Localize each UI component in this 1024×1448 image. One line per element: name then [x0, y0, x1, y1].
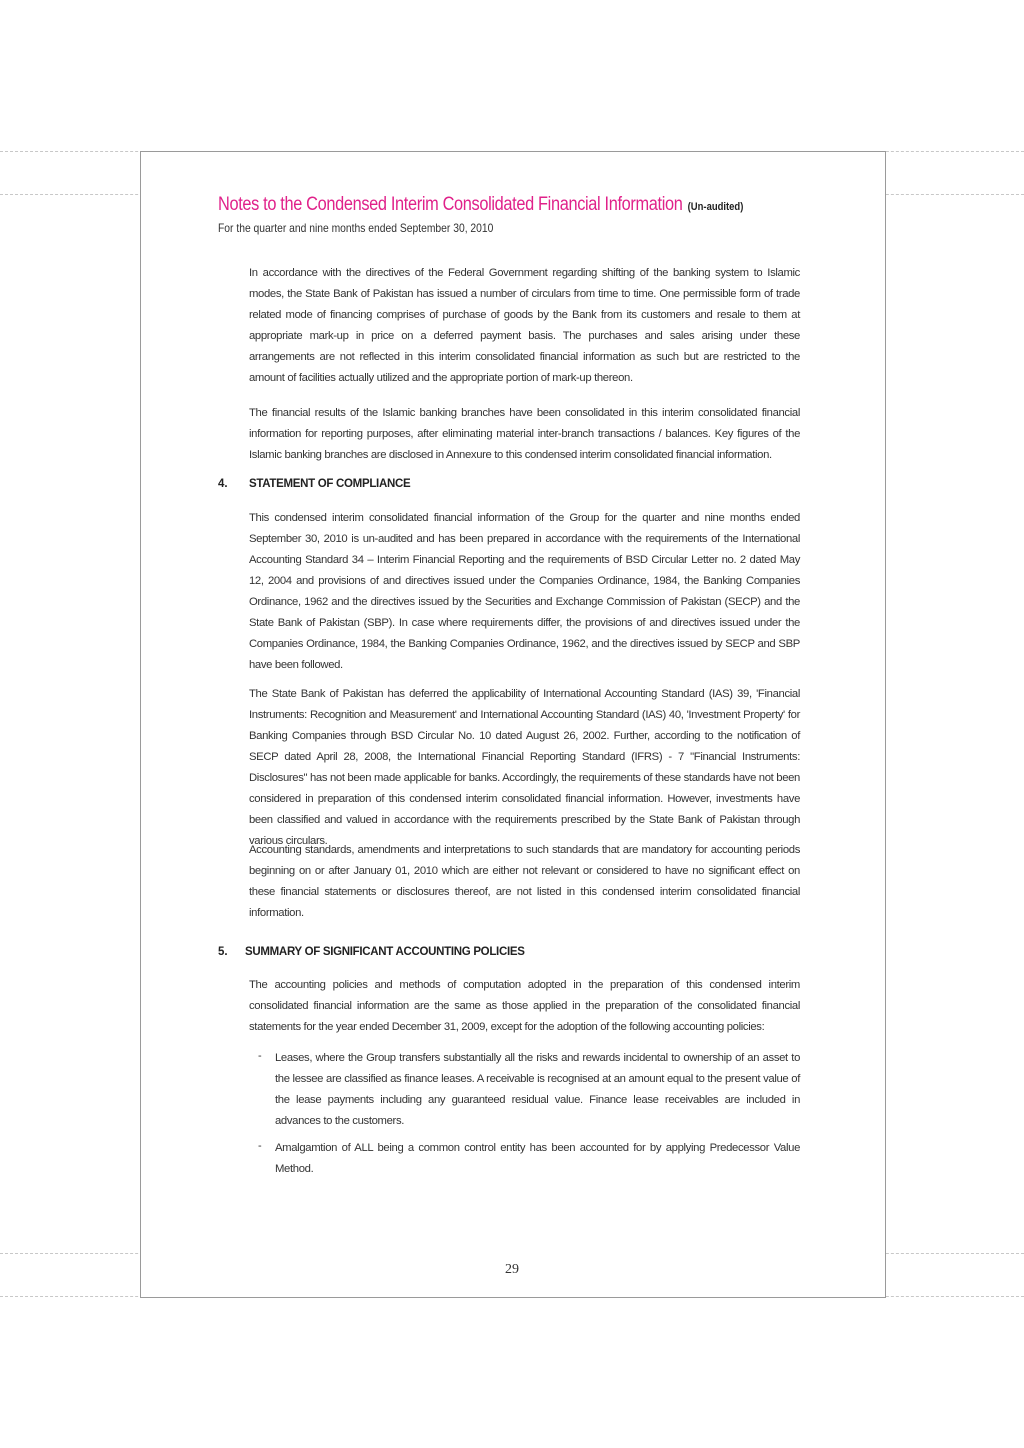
section-4-number: 4.	[218, 478, 228, 490]
bullet-marker-2: -	[258, 1140, 262, 1152]
page-number: 29	[505, 1262, 519, 1277]
section-4-paragraph-2: The State Bank of Pakistan has deferred the applicability of International Accounting Standard (IAS) 39, 'Financial Instruments: Recognition and Measurement' and International Accounting Standard (IAS) 40, 'Investment Property' for Banking Companies through BSD Circular No. 10 dated August 26, 2002. Further, according to the notification of SECP dated April 28, 2008, the International Financial Reporting Standard (IFRS) - 7 "Financial Instruments: Disclosures" has not been made applicable for banks. Accordingly, the requirements of these standards have not been considered in preparation of this condensed interim consolidated financial information. However, investments have been classified and valued in accordance with the requirements prescribed by the State Bank of Pakistan through various circulars.	[249, 688, 800, 847]
section-5-number: 5.	[218, 946, 228, 958]
section-5-heading: SUMMARY OF SIGNIFICANT ACCOUNTING POLICIES	[245, 946, 525, 958]
title-suffix: (Un-audited)	[687, 201, 744, 213]
page-subtitle: For the quarter and nine months ended September 30, 2010	[218, 221, 494, 235]
intro-paragraph-2: The financial results of the Islamic banking branches have been consolidated in this interim consolidated financial information for reporting purposes, after eliminating material inter-branch transactions / balances. Key figures of the Islamic banking branches are disclosed in Annexure to this condensed interim consolidated financial information.	[249, 407, 800, 461]
bullet-marker-1: -	[258, 1050, 262, 1062]
policy-bullet-1: Leases, where the Group transfers substantially all the risks and rewards incidental to ownership of an asset to the lessee are classified as finance leases. A receivable is recognised at an amount equal to the present value of the lease payments including any guaranteed residual value. Finance lease receivables are included in advances to the customers.	[275, 1052, 800, 1127]
page-title	[218, 194, 743, 216]
section-4-heading: STATEMENT OF COMPLIANCE	[249, 478, 411, 490]
title-text: Notes to the Condensed Interim Consolidated Financial Information	[218, 194, 683, 215]
section-4-paragraph-1: This condensed interim consolidated financial information of the Group for the quarter and nine months ended September 30, 2010 is un-audited and has been prepared in accordance with the requirements of the International Accounting Standard 34 – Interim Financial Reporting and the requirements of BSD Circular Letter no. 2 dated May 12, 2004 and provisions of and directives issued under the Companies Ordinance, 1984, the Banking Companies Ordinance, 1962 and the directives issued by the Securities and Exchange Commission of Pakistan (SECP) and the State Bank of Pakistan (SBP). In case where requirements differ, the provisions of and directives issued under the Companies Ordinance, 1984, the Banking Companies Ordinance, 1962, and the directives issued by SECP and SBP have been followed.	[249, 512, 800, 671]
section-5-paragraph-1: The accounting policies and methods of computation adopted in the preparation of this condensed interim consolidated financial information are the same as those applied in the preparation of the consolidated financial statements for the year ended December 31, 2009, except for the adoption of the following accounting policies:	[249, 979, 800, 1033]
intro-paragraph-1: In accordance with the directives of the Federal Government regarding shifting of the banking system to Islamic modes, the State Bank of Pakistan has issued a number of circulars from time to time. One permissible form of trade related mode of financing comprises of purchase of goods by the Bank from its customers and resale to them at appropriate mark-up in price on a deferred payment basis. The purchases and sales arising under these arrangements are not reflected in this interim consolidated financial information as such but are restricted to the amount of facilities actually utilized and the appropriate portion of mark-up thereon.	[249, 267, 800, 384]
section-4-paragraph-3: Accounting standards, amendments and interpretations to such standards that are mandatory for accounting periods beginning on or after January 01, 2010 which are either not relevant or considered to have no significant effect on these financial statements or disclosures thereof, are not listed in this condensed interim consolidated financial information.	[249, 844, 800, 919]
policy-bullet-2: Amalgamtion of ALL being a common control entity has been accounted for by applying Predecessor Value Method.	[275, 1142, 800, 1175]
